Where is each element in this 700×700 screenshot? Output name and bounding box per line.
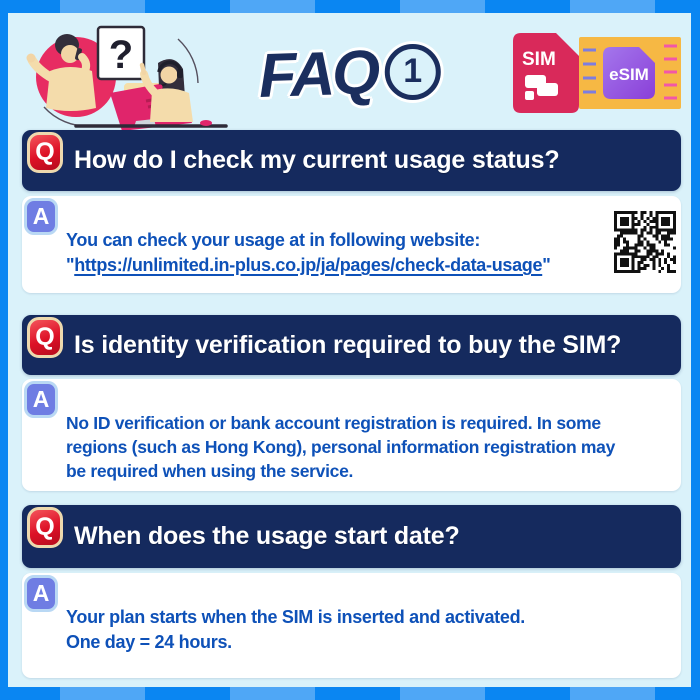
question-text: When does the usage start date? [74, 522, 460, 550]
faq-title: FAQ [257, 37, 378, 112]
faq-number-badge: 1 [385, 44, 441, 100]
question-text: Is identity verification required to buy the SIM? [74, 330, 622, 359]
faq-section-identity-verification [22, 315, 681, 491]
faq-section-usage-start-date [22, 505, 681, 678]
support-illustration [18, 21, 230, 133]
faq-logo [258, 39, 440, 110]
svg-text:SIM: SIM [522, 49, 556, 70]
esim-card-icon [573, 37, 687, 109]
question-bar [22, 315, 681, 375]
sim-card-icon [513, 33, 579, 113]
answer-text: Your plan starts when the SIM is inserted and activated. One day = 24 hours. [66, 607, 525, 652]
answer-box [22, 379, 681, 491]
checkered-border-bottom [0, 687, 700, 700]
question-bar [22, 505, 681, 568]
checkered-border-top [0, 0, 700, 13]
sim-cards [513, 33, 687, 113]
q-badge: Q [27, 132, 63, 173]
answer-box [22, 196, 681, 293]
faq-section-usage-status [22, 130, 681, 293]
q-badge: Q [27, 317, 63, 358]
a-badge: A [24, 198, 58, 235]
qr-code [614, 211, 676, 273]
answer-intro: You can check your usage at in following website: [66, 230, 481, 250]
a-badge: A [24, 381, 58, 418]
answer-text [66, 228, 550, 278]
question-bar [22, 130, 681, 191]
svg-text:eSIM: eSIM [609, 65, 649, 84]
answer-text: No ID verification or bank account registration is required. In some regions (such as Hong Kong), personal information registration may be required when using the service. [66, 413, 616, 481]
a-badge: A [24, 575, 58, 612]
q-badge: Q [27, 507, 63, 548]
question-mark-icon: ? [108, 33, 134, 77]
page-canvas [8, 13, 691, 687]
answer-box [22, 573, 681, 678]
answer-link-line: "https://unlimited.in-plus.co.jp/ja/pages/check-data-usage" [66, 255, 551, 275]
question-text: How do I check my current usage status? [74, 146, 560, 174]
usage-check-link[interactable]: https://unlimited.in-plus.co.jp/ja/pages/check-data-usage [74, 255, 543, 275]
